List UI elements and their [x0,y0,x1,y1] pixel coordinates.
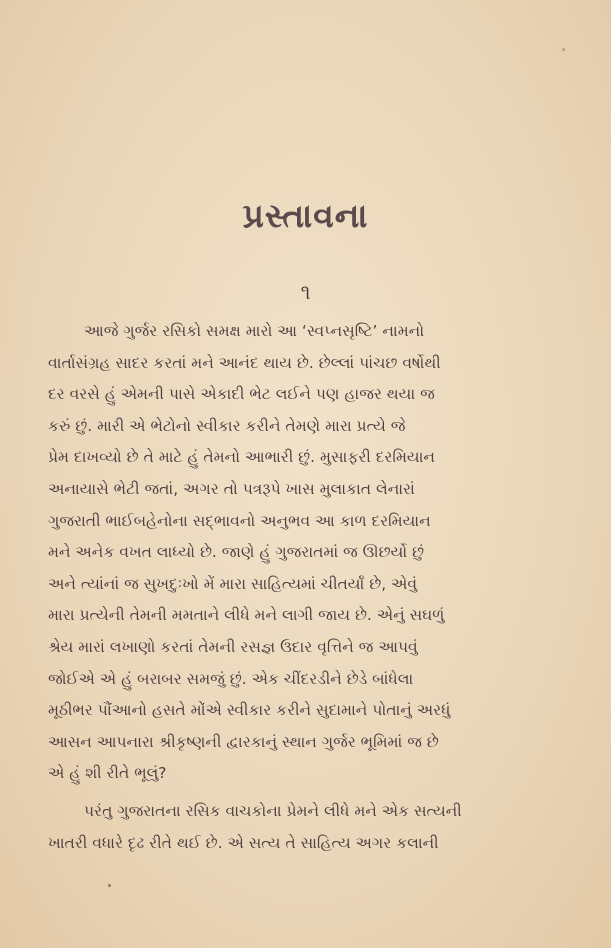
paper-speck [562,48,565,51]
page-title: પ્રસ્તાવના [242,196,369,235]
text-line: મારા પ્રત્યેની તેમની મમતાને લીધે મને લાગી જાય છે. એનું સઘળું [48,606,445,625]
text-line: પરંતુ ગુજરાતના રસિક વાચકોના પ્રેમને લીધે મને એક સત્યની [84,801,462,820]
text-line: દર વરસે હું એમની પાસે એકાદી ભેટ લઈને પણ હાજર થયા જ [48,385,435,404]
text-line: આસન આપનારા શ્રીકૃષ્ણની દ્વારકાનું સ્થાન ગુર્જર ભૂમિમાં જ છે [48,732,439,751]
text-line: ગુજરાતી ભાઈબહેનોના સદ્ભાવનો અનુભવ આ કાળ દરમિયાન [48,511,431,530]
text-line: કરું છું. મારી એ ભેટોનો સ્વીકાર કરીને તેમણે મારા પ્રત્યે જે [48,416,406,435]
text-line: જોઈએ એ હું બરાબર સમજું છું. એક ચીંદરડીને છેડે બાંધેલા [48,669,414,688]
text-line: પ્રેમ દાખવ્યો છે તે માટે હું તેમનો આભારી છું. મુસાફરી દરમિયાન [48,448,435,467]
text-line: વાર્તાસંગ્રહ સાદર કરતાં મને આનંદ થાય છે. છેલ્લાં પાંચછ વર્ષોથી [48,353,441,372]
section-number: ૧ [300,280,311,304]
body-paragraphs [48,316,553,859]
text-line: એ હું શી રીતે ભૂલું? [48,764,167,783]
text-line: ખાતરી વધારે દૃઢ રીતે થઈ છે. એ સત્ય તે સાહિત્ય અગર કલાની [48,833,439,852]
text-line: અનાયાસે ભેટી જતાં, અગર તો પત્રરૂપે ખાસ મુલાકાત લેનારાં [48,479,415,498]
text-line: મને અનેક વખત લાધ્યો છે. જાણે હું ગુજરાતમાં જ ઊછર્યો છું [48,543,424,562]
paper-speck [108,884,111,887]
text-line: આજે ગુર્જર રસિકો સમક્ષ મારો આ ‘સ્વપ્નસૃષ્ટિ’ નામનો [84,322,425,340]
text-line: અને ત્યાંનાં જ સુખદુઃખો મેં મારા સાહિત્યમાં ચીતર્યાં છે, એવું [48,574,418,593]
text-line: મૂઠીભર પૌંઆનો હસતે મોંએ સ્વીકાર કરીને સુદામાને પોતાનું અરધું [48,701,451,720]
text-line: શ્રેય મારાં લખાણો કરતાં તેમની રસજ્ઞ ઉદાર વૃત્તિને જ આપવું [48,637,418,656]
